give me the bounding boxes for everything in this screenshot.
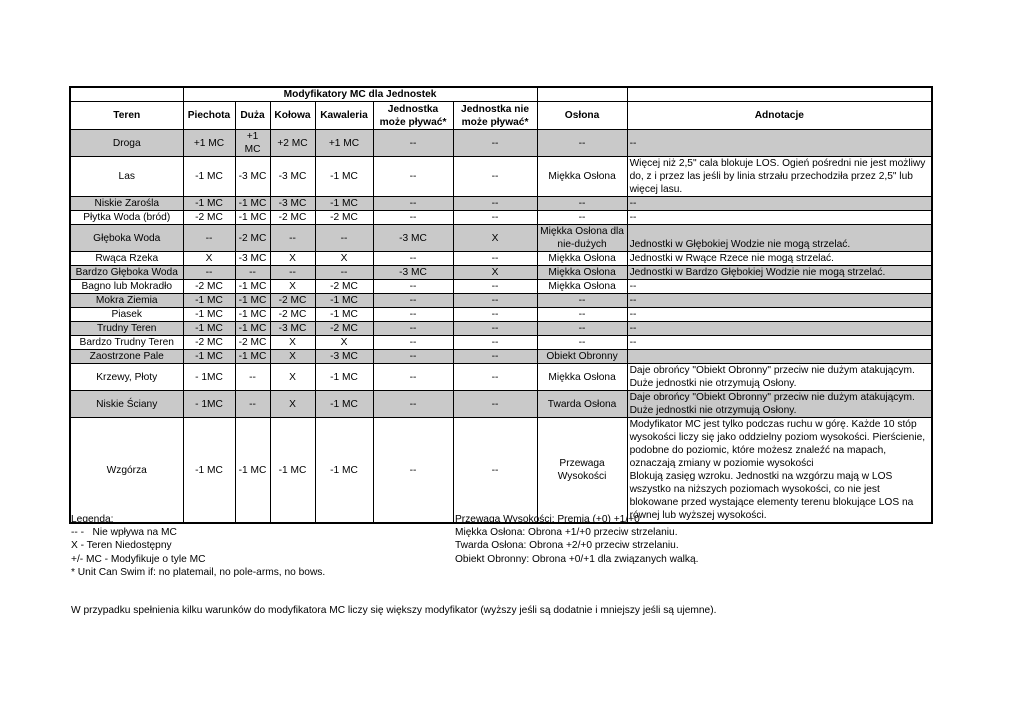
cell-terrain: Bagno lub Mokradło [70,280,183,294]
cell-notes: Jednostki w Rwące Rzece nie mogą strzelać. [627,252,932,266]
table-row [70,225,932,252]
cell-large: -- [235,391,270,418]
legend-left [71,513,325,579]
cell-cavalry: -- [315,266,373,280]
table-row [70,197,932,211]
cell-cannot-swim: -- [453,336,537,350]
cell-cannot-swim: -- [453,130,537,157]
cell-terrain: Rwąca Rzeka [70,252,183,266]
cell-cavalry: -1 MC [315,294,373,308]
legend-line: Miękka Osłona: Obrona +1/+0 przeciw strzelaniu. [455,527,678,539]
cell-can-swim: -- [373,308,453,322]
cell-large: -3 MC [235,252,270,266]
cell-large: -- [235,266,270,280]
cell-notes: Daje obrońcy "Obiekt Obronny" przeciw nie dużym atakującym. Duże jednostki nie otrzymują Osłony. [627,364,932,391]
cell-cannot-swim: -- [453,391,537,418]
caption-blank-cover [537,87,627,102]
legend-line: +/- MC - Modyfikuje o tyle MC [71,553,206,565]
cell-wheeled: X [270,252,315,266]
legend-right [455,513,699,566]
cell-large: -1 MC [235,211,270,225]
cell-cover: Miękka Osłona [537,252,627,266]
cell-cannot-swim: -- [453,308,537,322]
cell-large: -3 MC [235,157,270,197]
cell-can-swim: -3 MC [373,225,453,252]
header-cover: Osłona [537,102,627,130]
cell-large: -1 MC [235,322,270,336]
cell-cannot-swim: -- [453,252,537,266]
cell-can-swim: -- [373,350,453,364]
cell-cannot-swim: X [453,266,537,280]
cell-infantry: -1 MC [183,197,235,211]
caption-row [70,87,932,102]
cell-cavalry: +1 MC [315,130,373,157]
cell-cavalry: X [315,336,373,350]
cell-cannot-swim: -- [453,197,537,211]
cell-large: +1 MC [235,130,270,157]
cell-notes: -- [627,308,932,322]
cell-infantry: +1 MC [183,130,235,157]
cell-cover: Miękka Osłona dla nie-dużych [537,225,627,252]
table-row [70,322,932,336]
cell-can-swim: -3 MC [373,266,453,280]
caption-blank-notes [627,87,932,102]
cell-cover: Miękka Osłona [537,280,627,294]
cell-large: -1 MC [235,350,270,364]
legend-line: Przewaga Wysokości: Premia (+0) +1/+0 [455,514,640,525]
cell-wheeled: -2 MC [270,308,315,322]
cell-wheeled: X [270,364,315,391]
table-row [70,364,932,391]
cell-large: -1 MC [235,308,270,322]
cell-notes: -- [627,294,932,308]
table-caption: Modyfikatory MC dla Jednostek [183,87,537,102]
cell-infantry: -1 MC [183,350,235,364]
cell-cover: -- [537,336,627,350]
cell-wheeled: -- [270,266,315,280]
cell-terrain: Trudny Teren [70,322,183,336]
table-row [70,308,932,322]
cell-large: -1 MC [235,197,270,211]
cell-infantry: -- [183,266,235,280]
cell-cannot-swim: -- [453,294,537,308]
legend-line: X - Teren Niedostępny [71,540,172,552]
cell-wheeled: -1 MC [270,418,315,524]
cell-terrain: Głęboka Woda [70,225,183,252]
cell-notes: Więcej niż 2,5" cala blokuje LOS. Ogień pośredni nie jest możliwy do, z i przez las jeśli by linia strzału przechodziła przez 2,5" lub więcej lasu. [627,157,932,197]
table-row [70,157,932,197]
cell-can-swim: -- [373,391,453,418]
cell-cannot-swim: -- [453,364,537,391]
cell-wheeled: -2 MC [270,211,315,225]
cell-notes: -- [627,322,932,336]
table-row [70,280,932,294]
cell-infantry: X [183,252,235,266]
cell-notes: Daje obrońcy "Obiekt Obronny" przeciw nie dużym atakującym. Duże jednostki nie otrzymują Osłony. [627,391,932,418]
legend-line: -- - Nie wpływa na MC [71,527,177,539]
table-row [70,266,932,280]
cell-cover: Miękka Osłona [537,266,627,280]
cell-cavalry: -3 MC [315,350,373,364]
footnote: W przypadku spełnienia kilku warunków do modyfikatora MC liczy się większy modyfikator (wyższy jeśli są dodatnie i mniejszy jeśli są ujemne). [71,605,717,616]
cell-infantry: -1 MC [183,308,235,322]
cell-wheeled: -3 MC [270,157,315,197]
cell-infantry: -2 MC [183,211,235,225]
cell-can-swim: -- [373,197,453,211]
cell-cover: -- [537,294,627,308]
cell-large: -2 MC [235,336,270,350]
table-row [70,336,932,350]
cell-notes: Jednostki w Bardzo Głębokiej Wodzie nie mogą strzelać. [627,266,932,280]
cell-terrain: Wzgórza [70,418,183,524]
cell-wheeled: -3 MC [270,322,315,336]
header-wheeled: Kołowa [270,102,315,130]
cell-cover: -- [537,130,627,157]
cell-terrain: Niskie Ściany [70,391,183,418]
cell-infantry: -1 MC [183,157,235,197]
cell-wheeled: X [270,280,315,294]
legend-line: * Unit Can Swim if: no platemail, no pole-arms, no bows. [71,566,326,578]
header-cavalry: Kawaleria [315,102,373,130]
caption-blank-left [70,87,183,102]
cell-can-swim: -- [373,322,453,336]
legend-line: Legenda: [71,514,114,525]
cell-notes: Jednostki w Głębokiej Wodzie nie mogą strzelać. [627,225,932,252]
header-terrain: Teren [70,102,183,130]
cell-terrain: Droga [70,130,183,157]
cell-cavalry: -1 MC [315,157,373,197]
cell-can-swim: -- [373,130,453,157]
cell-cover: Twarda Osłona [537,391,627,418]
cell-infantry: -1 MC [183,418,235,524]
cell-cavalry: -1 MC [315,391,373,418]
cell-notes: -- [627,280,932,294]
cell-terrain: Zaostrzone Pale [70,350,183,364]
cell-cannot-swim: -- [453,322,537,336]
table-row [70,391,932,418]
cell-cavalry: -1 MC [315,418,373,524]
cell-can-swim: -- [373,280,453,294]
table-row [70,130,932,157]
cell-cavalry: -- [315,225,373,252]
cell-large: -- [235,364,270,391]
cell-cover: Miękka Osłona [537,364,627,391]
header-notes: Adnotacje [627,102,932,130]
cell-can-swim: -- [373,252,453,266]
cell-cavalry: -1 MC [315,364,373,391]
cell-infantry: - 1MC [183,391,235,418]
cell-cannot-swim: -- [453,280,537,294]
cell-notes: -- [627,130,932,157]
cell-infantry: -1 MC [183,322,235,336]
cell-cover: Obiekt Obronny [537,350,627,364]
cell-wheeled: -- [270,225,315,252]
cell-large: -2 MC [235,225,270,252]
cell-large: -1 MC [235,294,270,308]
cell-cover: -- [537,197,627,211]
table-row [70,252,932,266]
cell-cannot-swim: -- [453,418,537,524]
cell-notes: -- [627,211,932,225]
cell-cavalry: X [315,252,373,266]
cell-terrain: Piasek [70,308,183,322]
cell-terrain: Las [70,157,183,197]
table-row [70,350,932,364]
cell-terrain: Niskie Zarośla [70,197,183,211]
cell-terrain: Bardzo Głęboka Woda [70,266,183,280]
cell-wheeled: -2 MC [270,294,315,308]
cell-large: -1 MC [235,418,270,524]
cell-notes [627,350,932,364]
cell-wheeled: +2 MC [270,130,315,157]
cell-can-swim: -- [373,294,453,308]
cell-notes: Modyfikator MC jest tylko podczas ruchu w górę. Każde 10 stóp wysokości liczy się jako oddzielny poziom wysokości. Pierścienie, podobne do poziomic, które możesz znaleźć na mapach, oznaczają zmiany w poziomie wysokości Blokują zasięg wzroku. Jednostki na wzgórzu mają w LOS wszystko na niższych poziomach wysokości, co nie jest blokowane przed wystające elementy terenu blokujące LOS na równej lub wyższej wysokości. [627,418,932,524]
cell-large: -1 MC [235,280,270,294]
header-row [70,102,932,130]
cell-cavalry: -1 MC [315,197,373,211]
cell-notes: -- [627,336,932,350]
cell-can-swim: -- [373,211,453,225]
cell-infantry: -1 MC [183,294,235,308]
cell-cavalry: -2 MC [315,280,373,294]
cell-infantry: -- [183,225,235,252]
cell-cover: Przewaga Wysokości [537,418,627,524]
cell-cavalry: -2 MC [315,211,373,225]
table-row [70,418,932,524]
table-body [70,130,932,524]
table-row [70,211,932,225]
cell-cover: -- [537,322,627,336]
header-large: Duża [235,102,270,130]
cell-cannot-swim: X [453,225,537,252]
cell-notes: -- [627,197,932,211]
cell-wheeled: X [270,336,315,350]
cell-terrain: Płytka Woda (bród) [70,211,183,225]
header-can-swim: Jednostka może pływać* [373,102,453,130]
cell-cavalry: -2 MC [315,322,373,336]
cell-can-swim: -- [373,336,453,350]
legend-line: Obiekt Obronny: Obrona +0/+1 dla związanych walką. [455,553,699,565]
header-infantry: Piechota [183,102,235,130]
cell-can-swim: -- [373,364,453,391]
cell-terrain: Krzewy, Płoty [70,364,183,391]
legend-line: Twarda Osłona: Obrona +2/+0 przeciw strzelaniu. [455,540,679,552]
cell-wheeled: X [270,391,315,418]
cell-wheeled: X [270,350,315,364]
mc-modifier-table [69,86,933,524]
header-cannot-swim: Jednostka nie może pływać* [453,102,537,130]
cell-wheeled: -3 MC [270,197,315,211]
cell-terrain: Bardzo Trudny Teren [70,336,183,350]
cell-infantry: -2 MC [183,336,235,350]
cell-cover: -- [537,308,627,322]
cell-terrain: Mokra Ziemia [70,294,183,308]
cell-infantry: -2 MC [183,280,235,294]
table-row [70,294,932,308]
cell-can-swim: -- [373,418,453,524]
cell-infantry: - 1MC [183,364,235,391]
cell-cannot-swim: -- [453,350,537,364]
cell-cover: -- [537,211,627,225]
sheet [69,86,931,524]
cell-cannot-swim: -- [453,157,537,197]
cell-can-swim: -- [373,157,453,197]
cell-cover: Miękka Osłona [537,157,627,197]
cell-cavalry: -1 MC [315,308,373,322]
cell-cannot-swim: -- [453,211,537,225]
